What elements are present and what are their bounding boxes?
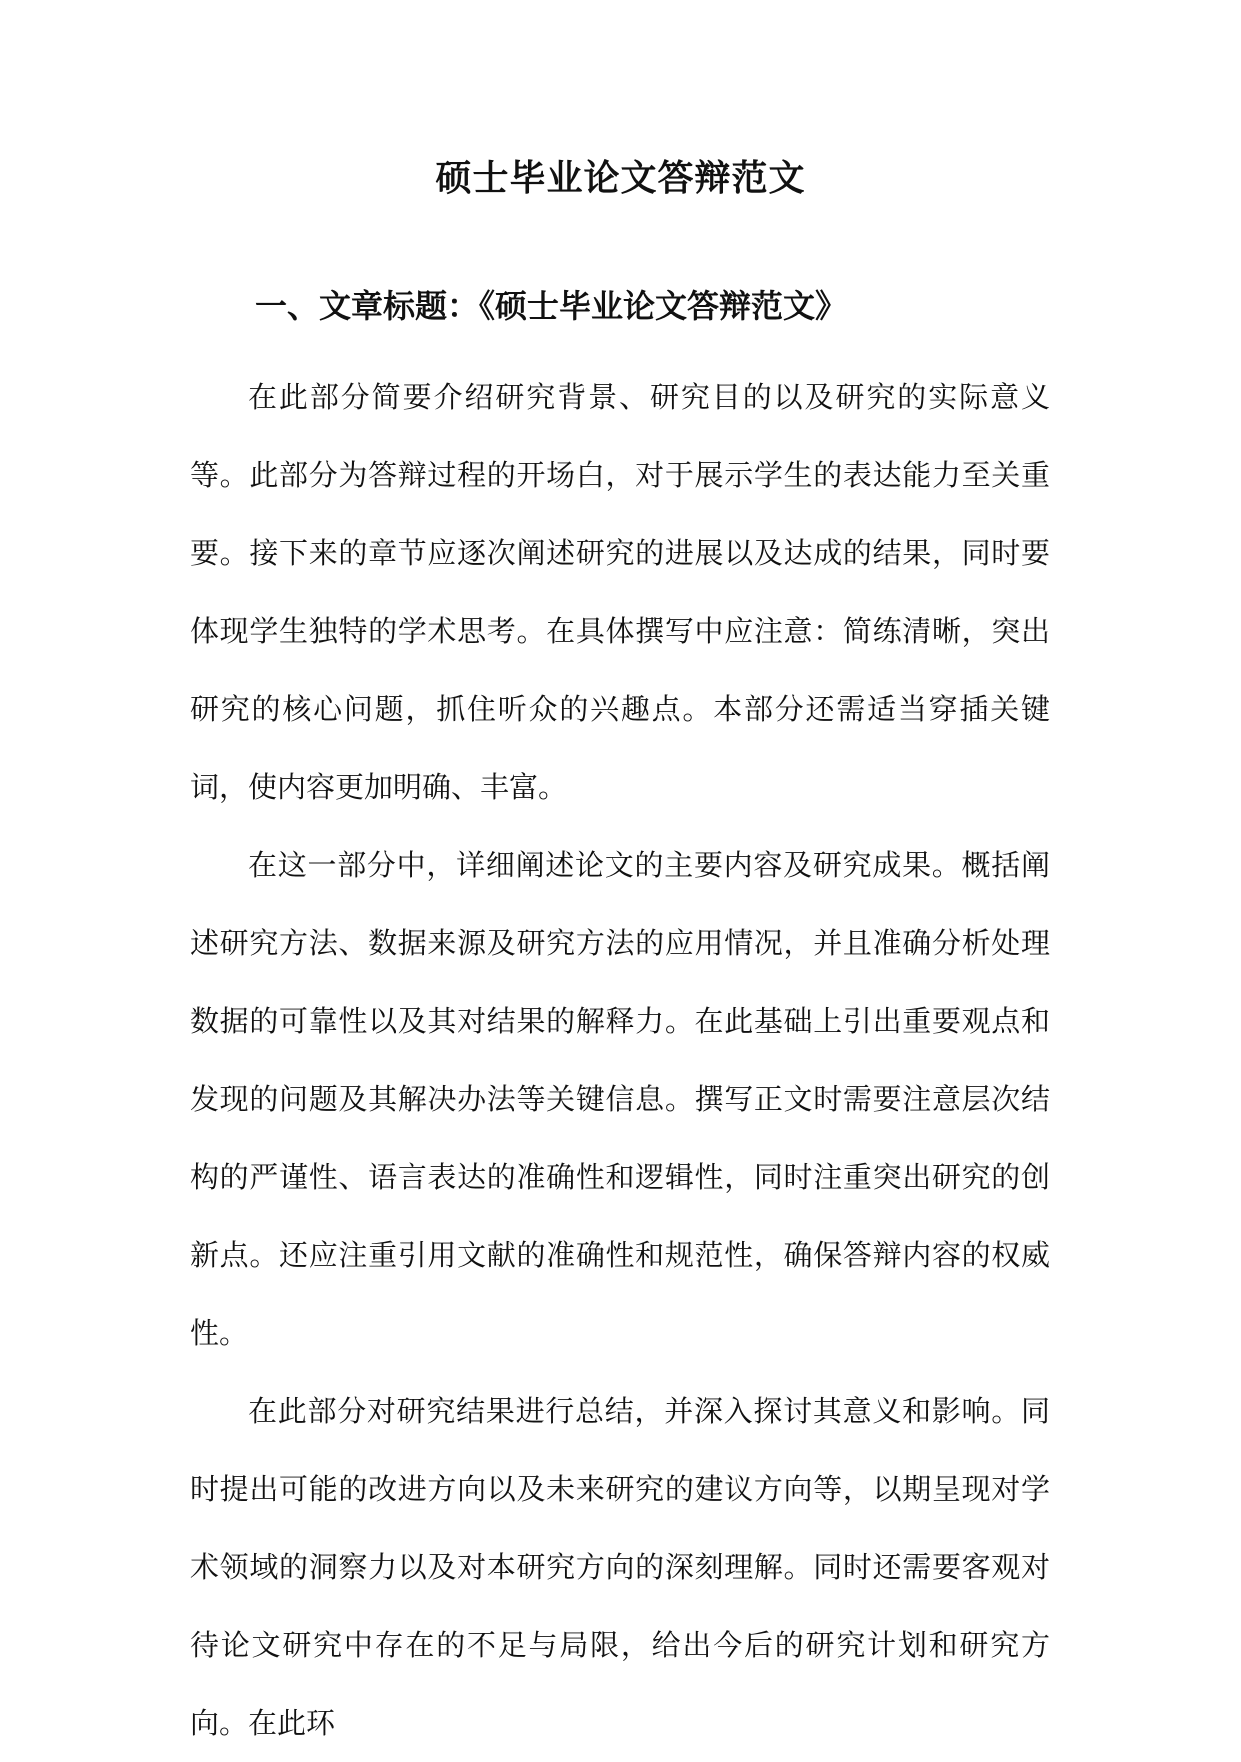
paragraph-conclusion: 在此部分对研究结果进行总结，并深入探讨其意义和影响。同时提出可能的改进方向以及未来研究的建议方向等，以期呈现对学术领域的洞察力以及对本研究方向的深刻理解。同时还需要客观对待论文研究中存在的不足与局限，给出今后的研究计划和研究方向。在此环 [190,1394,1050,1740]
paragraph-main-content: 在这一部分中，详细阐述论文的主要内容及研究成果。概括阐述研究方法、数据来源及研究方法的应用情况，并且准确分析处理数据的可靠性以及其对结果的解释力。在此基础上引出重要观点和发现的问题及其解决办法等关键信息。撰写正文时需要注意层次结构的严谨性、语言表达的准确性和逻辑性，同时注重突出研究的创新点。还应注重引用文献的准确性和规范性，确保答辩内容的权威性。 [190,848,1050,1350]
section-heading: 一、文章标题：《硕士毕业论文答辩范文》 [255,287,848,325]
document-body [190,358,1050,1762]
document-title: 硕士毕业论文答辩范文 [435,157,806,199]
paragraph-intro: 在此部分简要介绍研究背景、研究目的以及研究的实际意义等。此部分为答辩过程的开场白，对于展示学生的表达能力至关重要。接下来的章节应逐次阐述研究的进展以及达成的结果，同时要体现学生独特的学术思考。在具体撰写中应注意：简练清晰，突出研究的核心问题，抓住听众的兴趣点。本部分还需适当穿插关键词，使内容更加明确、丰富。 [190,380,1050,804]
